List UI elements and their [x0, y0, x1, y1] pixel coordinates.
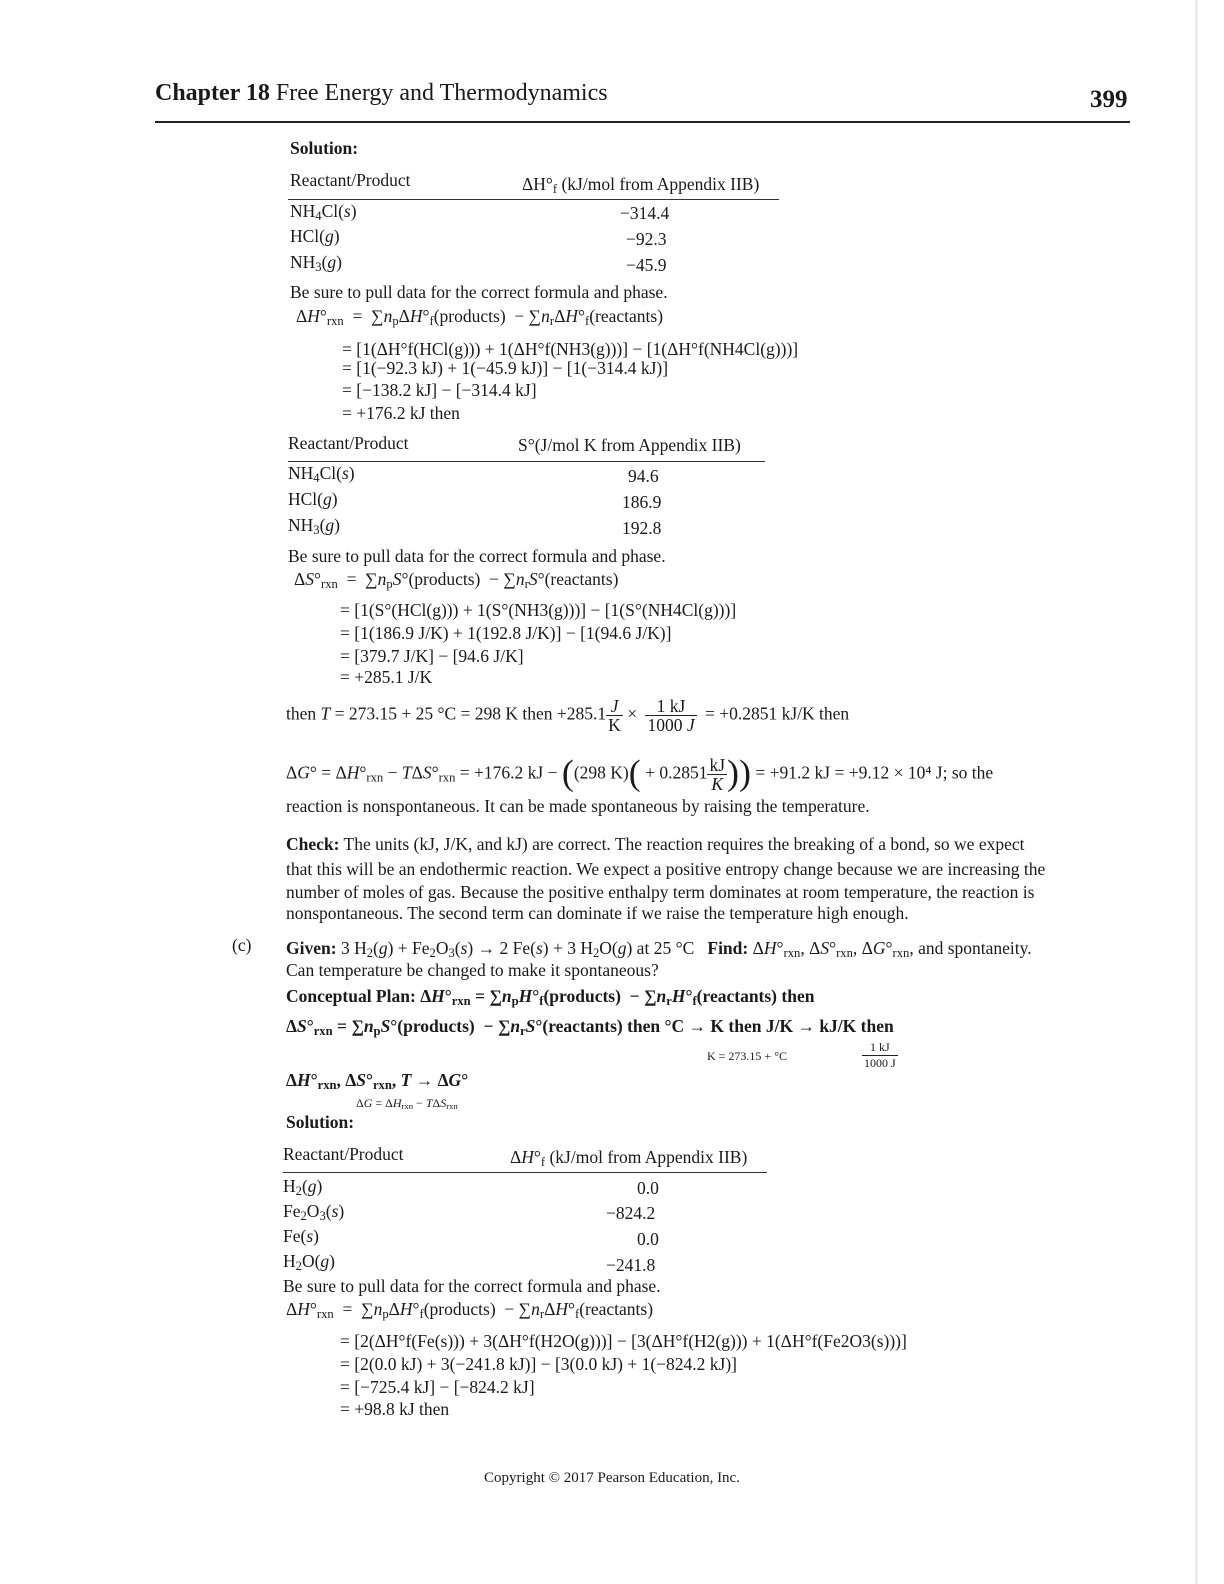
ds-step: = +285.1 J/K	[340, 667, 433, 687]
be-sure-note: Be sure to pull data for the correct formula and phase.	[290, 282, 668, 302]
table1-col2-header: $\Delta H^\circ_f$ (kJ/mol from Appendix IIB)	[522, 174, 760, 196]
be-sure-note: Be sure to pull data for the correct formula and phase.	[288, 546, 666, 566]
conceptual-plan-2: $\Delta S^\circ_{rxn}$ = $\sum n_pS^\circ(products)$ − $\sum n_rS^\circ(reactants)$ then °C → K then J/K → kJ/K then	[286, 1016, 894, 1038]
table3-value: −241.8	[606, 1255, 656, 1275]
relation-k: K = 273.15 + °C	[707, 1049, 788, 1063]
table2-species: $NH_4Cl(s)$	[288, 463, 355, 485]
table2-value: 192.8	[622, 518, 662, 538]
table2-col2-header: S°(J/mol K from Appendix IIB)	[518, 435, 741, 455]
table2-value: 186.9	[622, 492, 662, 512]
check-paragraph: nonspontaneous. The second term can dominate if we raise the temperature high enough.	[286, 903, 909, 923]
ds-step: = [1(186.9 J/K) + 1(192.8 J/K)] − [1(94.6 J/K)]	[340, 623, 672, 643]
solution-label: Solution:	[290, 138, 359, 158]
ds-equation: $\Delta S^\circ_{rxn}$ = $\sum n_pS^\circ(products)$ − $\sum n_rS^\circ(reactants)$	[294, 569, 619, 591]
table3-species: $Fe_2O_3(s)$	[283, 1201, 345, 1223]
conclusion-text: reaction is nonspontaneous. It can be made spontaneous by raising the temperature.	[286, 796, 870, 816]
table3-value: 0.0	[637, 1178, 659, 1198]
table3-value: 0.0	[637, 1229, 659, 1249]
table1-value: −314.4	[620, 203, 670, 223]
table1-species: $NH_4Cl(s)$	[290, 201, 357, 223]
table3-col2-header: $\Delta H^\circ_f$ (kJ/mol from Appendix IIB)	[510, 1147, 748, 1169]
dg-calculation: $\Delta G^\circ = \Delta H^\circ_{rxn} - T\Delta S^\circ_{rxn} = +176.2$ kJ − ((298 K)( + 0.2851 $\frac{kJ}{K}$ )) = +91.2 kJ = +9.12 × 10⁴ J; so the	[286, 752, 994, 794]
page-edge-shadow	[1195, 0, 1198, 1584]
table1-value: −45.9	[626, 255, 667, 275]
ds-step: = [1(S°(HCl(g))) + 1(S°(NH3(g)))] − [1(S°(NH4Cl(g)))]	[340, 600, 737, 620]
be-sure-note: Be sure to pull data for the correct formula and phase.	[283, 1276, 661, 1296]
question-line: Can temperature be changed to make it spontaneous?	[286, 960, 659, 980]
table2-rule	[288, 461, 765, 462]
given-line: Given: 3 $H_2(g) + Fe_2O_3(s) \to 2$ Fe(s) + 3 $H_2O(g)$ at 25 °C Find: $\Delta H^\circ_{rxn}$, $\Delta S^\circ_{rxn}$, $\Delta G^\circ_{rxn}$, and spontaneity.	[286, 938, 1032, 960]
dh-step: = [−725.4 kJ] − [−824.2 kJ]	[340, 1377, 535, 1397]
table1-species: $NH_3(g)$	[290, 252, 342, 274]
dh-step: = [2(ΔH°f(Fe(s))) + 3(ΔH°f(H2O(g)))] − [3(ΔH°f(H2(g))) + 1(ΔH°f(Fe2O3(s)))]	[340, 1331, 907, 1351]
table1-value: −92.3	[626, 229, 667, 249]
ds-step: = [379.7 J/K] − [94.6 J/K]	[340, 646, 524, 666]
dh-equation: $\Delta H^\circ_{rxn}$ = $\sum n_p\Delta H^\circ_f(products)$ − $\sum n_r\Delta H^\circ_f(reactants)$	[296, 306, 664, 328]
check-paragraph: that this will be an endothermic reaction. We expect a positive entropy change because we are increasing the	[286, 859, 1046, 879]
table3-col1-header: Reactant/Product	[283, 1144, 404, 1164]
header-rule	[155, 121, 1130, 123]
dh-step: = +98.8 kJ then	[340, 1399, 450, 1419]
dh-step: = [−138.2 kJ] − [−314.4 kJ]	[342, 380, 537, 400]
dh-equation: $\Delta H^\circ_{rxn}$ = $\sum n_p\Delta H^\circ_f(products)$ − $\sum n_r\Delta H^\circ_f(reactants)$	[286, 1299, 654, 1321]
solution-label: Solution:	[286, 1112, 355, 1132]
part-c-label: (c)	[232, 935, 252, 955]
dh-step: = [1(−92.3 kJ) + 1(−45.9 kJ)] − [1(−314.4 kJ)]	[342, 358, 669, 378]
temperature-conversion: then T = 273.15 + 25 °C = 298 K then +285.1 $\frac{J}{K}$ × $\frac{1 kJ}{1000 J}$ = +0.2851 kJ/K then	[286, 696, 850, 735]
chapter-header: Chapter 18 Free Energy and Thermodynamics	[155, 80, 608, 106]
dh-step: = [1(ΔH°f(HCl(g))) + 1(ΔH°f(NH3(g)))] − [1(ΔH°f(NH4Cl(g)))]	[342, 339, 799, 359]
table3-species: $H_2(g)$	[283, 1176, 323, 1198]
table2-species: $NH_3(g)$	[288, 515, 340, 537]
table2-col1-header: Reactant/Product	[288, 433, 409, 453]
gibbs-relation: $\Delta G = \Delta H_{rxn} - T\Delta S_{rxn}$	[356, 1096, 458, 1111]
table2-species: HCl(g)	[288, 489, 338, 509]
conceptual-plan: Conceptual Plan: $\Delta H^\circ_{rxn}$ = $\sum n_pH^\circ_f(products)$ − $\sum n_rH^\circ_f(reactants)$ then	[286, 986, 815, 1008]
check-paragraph: Check: The units (kJ, J/K, and kJ) are correct. The reaction requires the breaking of a bond, so we expect	[286, 834, 1025, 854]
table1-rule	[288, 199, 779, 200]
table1-species: HCl(g)	[290, 226, 340, 246]
table1-col1-header: Reactant/Product	[290, 170, 411, 190]
dh-step: = [2(0.0 kJ) + 3(−241.8 kJ)] − [3(0.0 kJ) + 1(−824.2 kJ)]	[340, 1354, 738, 1374]
table3-rule	[283, 1172, 767, 1173]
page-number: 399	[1090, 86, 1128, 113]
table3-species: $H_2O(g)$	[283, 1251, 335, 1273]
table3-value: −824.2	[606, 1203, 656, 1223]
gibbs-plan: $\Delta H^\circ_{rxn}$, $\Delta S^\circ_{rxn}$, T → ΔG°	[286, 1070, 469, 1092]
table3-species: Fe(s)	[283, 1226, 319, 1246]
check-paragraph: number of moles of gas. Because the positive enthalpy term dominates at room temperature, the reaction is	[286, 882, 1035, 902]
copyright-footer: Copyright © 2017 Pearson Education, Inc.	[484, 1470, 740, 1486]
dh-step: = +176.2 kJ then	[342, 403, 460, 423]
relation-kj: $\frac{1 kJ}{1000 J}$	[864, 1040, 896, 1070]
table2-value: 94.6	[628, 466, 659, 486]
